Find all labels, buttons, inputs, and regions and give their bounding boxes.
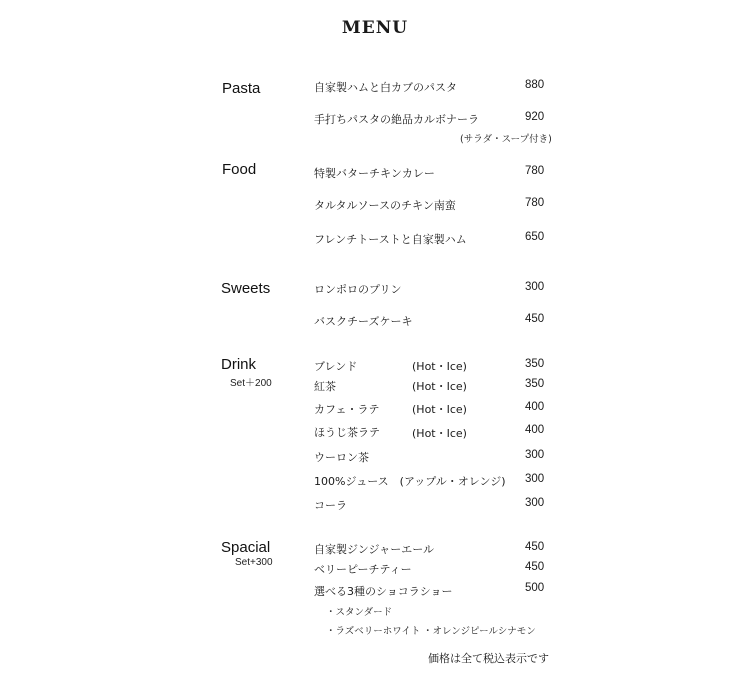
menu-item-name: コーラ xyxy=(314,499,347,512)
menu-item-name: タルタルソースのチキン南蛮 xyxy=(314,199,456,212)
menu-item-price: 880 xyxy=(525,79,545,91)
menu-item-name: バスクチーズケーキ xyxy=(314,315,413,328)
menu-title: MENU xyxy=(341,18,409,38)
menu-item-price: 450 xyxy=(525,541,545,553)
menu-item-name: ウーロン茶 xyxy=(314,451,369,464)
menu-item-name: 手打ちパスタの絶品カルボナーラ xyxy=(314,113,479,126)
sub-option-item: ・スタンダード xyxy=(326,607,393,618)
sub-option-item: ・オレンジピールシナモン xyxy=(423,626,536,637)
menu-item-name: 選べる3種のショコラショー xyxy=(314,585,453,598)
menu-item-option: (Hot・Ice) xyxy=(412,360,467,373)
pasta-note: (サラダ・スープ付き) xyxy=(460,134,552,145)
menu-item-price: 400 xyxy=(525,401,545,413)
menu-item-name: ブレンド xyxy=(314,360,358,373)
menu-item-price: 780 xyxy=(525,165,545,177)
menu-item-name: 特製バターチキンカレー xyxy=(314,167,435,180)
category-food: Food xyxy=(222,161,257,178)
menu-item-price: 300 xyxy=(525,449,545,461)
drink-set-note: Set＋200 xyxy=(230,378,272,389)
category-sweets: Sweets xyxy=(221,280,271,297)
menu-item-price: 450 xyxy=(525,313,545,325)
menu-item-price: 300 xyxy=(525,497,545,509)
menu-item-price: 350 xyxy=(525,378,545,390)
menu-item-name: 自家製ハムと白カブのパスタ xyxy=(314,81,457,94)
menu-item-price: 650 xyxy=(525,231,545,243)
menu-item-price: 450 xyxy=(525,561,545,573)
menu-item-option: (Hot・Ice) xyxy=(412,427,467,440)
menu-item-name: カフェ・ラテ xyxy=(314,403,380,416)
sub-option-item: ・ラズベリーホワイト xyxy=(326,626,421,637)
menu-item-name: 紅茶 xyxy=(314,380,336,393)
menu-item-price: 920 xyxy=(525,111,545,123)
category-pasta: Pasta xyxy=(222,80,261,97)
menu-item-price: 780 xyxy=(525,197,545,209)
category-spacial: Spacial xyxy=(221,539,271,556)
menu-item-price: 500 xyxy=(525,582,545,594)
menu-item-name: ほうじ茶ラテ xyxy=(314,426,380,439)
spacial-set-note: Set+300 xyxy=(235,557,273,568)
menu-item-option: (Hot・Ice) xyxy=(412,380,467,393)
menu-item-price: 300 xyxy=(525,473,545,485)
menu-item-name: 自家製ジンジャーエール xyxy=(314,543,435,556)
menu-item-option: (Hot・Ice) xyxy=(412,403,467,416)
tax-footnote: 価格は全て税込表示です xyxy=(428,652,549,665)
menu-item-price: 400 xyxy=(525,424,545,436)
menu-item-name: ロンポロのプリン xyxy=(314,283,402,296)
category-drink: Drink xyxy=(221,356,257,373)
menu-item-name: ベリーピーチティー xyxy=(314,563,412,576)
menu-item-name: 100%ジュース (アップル・オレンジ) xyxy=(314,475,506,488)
menu-item-price: 350 xyxy=(525,358,545,370)
menu-item-name: フレンチトーストと自家製ハム xyxy=(314,233,467,246)
menu-item-price: 300 xyxy=(525,281,545,293)
